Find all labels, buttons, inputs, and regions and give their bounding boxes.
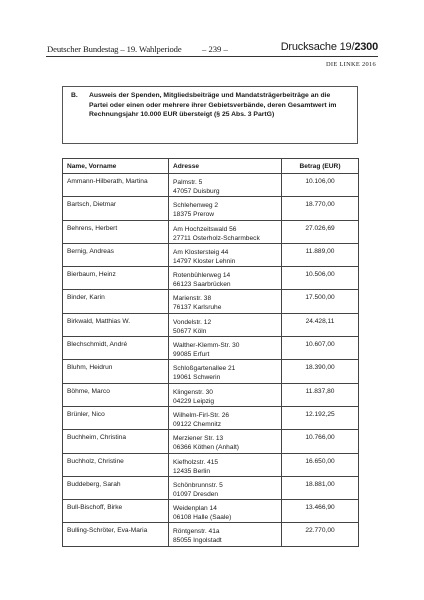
donor-name: Bull-Bischoff, Birke — [63, 500, 169, 523]
donation-amount: 10.607,00 — [282, 337, 359, 360]
donation-amount: 13.466,90 — [282, 500, 359, 523]
donor-address — [169, 243, 282, 266]
section-letter: B. — [71, 92, 78, 99]
column-header-amount: Betrag (EUR) — [282, 159, 359, 174]
address-city: 27711 Osterholz-Scharmbeck — [173, 234, 260, 242]
address-city: 50677 Köln — [173, 327, 207, 335]
table-row — [63, 430, 359, 453]
address-city: 12435 Berlin — [173, 467, 211, 475]
donor-table — [62, 158, 359, 547]
donor-address — [169, 267, 282, 290]
document-number — [281, 41, 378, 53]
donation-amount: 22.770,00 — [282, 523, 359, 546]
address-street: Wilhelm-Firl-Str. 26 — [173, 411, 230, 419]
section-heading-text: Ausweis der Spenden, Mitgliedsbeiträge und Mandatsträgerbeiträge an die Partei oder einen oder mehrere ihrer Gebietsverbände, deren Gesamtwert im Rechnungsjahr 10.000 EUR übersteigt (§ 25 Abs. 3 PartG) — [89, 92, 337, 119]
address-street: Walther-Klemm-Str. 30 — [173, 342, 240, 350]
table-row — [63, 500, 359, 523]
address-street: Palmstr. 5 — [173, 179, 203, 186]
donor-address — [169, 313, 282, 336]
document-number-prefix: Drucksache 19/ — [280, 41, 355, 53]
address-street: Am Klostersteig 44 — [173, 248, 229, 256]
donation-amount: 16.650,00 — [282, 453, 359, 476]
donor-name: Buchheim, Christina — [63, 430, 169, 453]
donation-amount: 11.889,00 — [282, 243, 359, 266]
section-heading-box — [62, 86, 358, 144]
header-divider — [46, 56, 378, 57]
donation-amount: 10.106,00 — [282, 174, 359, 197]
donor-address — [169, 523, 282, 546]
column-header-name: Name, Vorname — [63, 159, 169, 174]
donor-name: Binder, Karin — [63, 290, 169, 313]
donor-address — [169, 290, 282, 313]
address-street: Am Hochzeitswald 56 — [173, 225, 237, 233]
address-street: Schloßgartenallee 21 — [173, 365, 236, 373]
address-city: 19061 Schwerin — [173, 374, 221, 382]
donation-amount: 12.192,25 — [282, 406, 359, 429]
address-street: Schönbrunnstr. 5 — [173, 481, 223, 489]
donor-address — [169, 453, 282, 476]
table-row — [63, 523, 359, 546]
donor-name: Behrens, Herbert — [63, 220, 169, 243]
address-city: 04229 Leipzig — [173, 397, 215, 405]
donor-address — [169, 337, 282, 360]
donation-amount: 24.428,11 — [282, 313, 359, 336]
donor-name: Bernig, Andreas — [63, 243, 169, 266]
table-row — [63, 197, 359, 220]
donation-amount: 11.837,80 — [282, 383, 359, 406]
donor-address — [169, 360, 282, 383]
donor-name: Bluhm, Heidrun — [63, 360, 169, 383]
donation-amount: 10.506,00 — [282, 267, 359, 290]
donor-address — [169, 220, 282, 243]
table-header-row — [63, 159, 359, 174]
document-series: Deutscher Bundestag – 19. Wahlperiode — [47, 44, 182, 54]
address-street: Schlehenweg 2 — [173, 202, 219, 210]
address-street: Weidenplan 14 — [173, 505, 217, 513]
table-row — [63, 337, 359, 360]
table-row — [63, 243, 359, 266]
donor-name: Blechschmidt, André — [63, 337, 169, 360]
table-row — [63, 220, 359, 243]
address-city: 66123 Saarbrücken — [173, 281, 231, 289]
donor-address — [169, 197, 282, 220]
donor-name: Brünler, Nico — [63, 406, 169, 429]
address-street: Merziener Str. 13 — [173, 435, 224, 443]
donor-name: Böhme, Marco — [63, 383, 169, 406]
donation-amount: 18.881,00 — [282, 476, 359, 499]
address-street: Klingenstr. 30 — [173, 388, 213, 396]
donor-table-body — [63, 174, 359, 547]
donor-name: Ammann-Hilberath, Martina — [63, 174, 169, 197]
table-row — [63, 476, 359, 499]
table-row — [63, 383, 359, 406]
address-street: Rotenbühlerweg 14 — [173, 272, 231, 280]
address-city: 85055 Ingolstadt — [173, 537, 222, 545]
donor-name: Bierbaum, Heinz — [63, 267, 169, 290]
address-city: 06108 Halle (Saale) — [173, 514, 232, 522]
donor-address — [169, 430, 282, 453]
donation-amount: 18.390,00 — [282, 360, 359, 383]
document-number-value: 2300 — [354, 41, 378, 53]
address-city: 01097 Dresden — [173, 490, 219, 498]
donor-name: Bartsch, Dietmar — [63, 197, 169, 220]
donor-address — [169, 476, 282, 499]
donation-amount: 18.770,00 — [282, 197, 359, 220]
donor-name: Buddeberg, Sarah — [63, 476, 169, 499]
address-city: 47057 Duisburg — [173, 188, 220, 195]
party-year-label: DIE LINKE 2016 — [326, 61, 376, 68]
donation-amount: 10.766,00 — [282, 430, 359, 453]
donor-address — [169, 406, 282, 429]
table-row — [63, 290, 359, 313]
table-row — [63, 267, 359, 290]
column-header-address: Adresse — [169, 159, 282, 174]
table-row — [63, 360, 359, 383]
table-row — [63, 313, 359, 336]
donor-address — [169, 383, 282, 406]
donation-amount: 17.500,00 — [282, 290, 359, 313]
donor-address — [169, 174, 282, 197]
address-city: 18375 Prerow — [173, 211, 215, 219]
address-city: 14797 Kloster Lehnin — [173, 257, 236, 265]
table-row — [63, 406, 359, 429]
donor-address — [169, 500, 282, 523]
address-city: 09122 Chemnitz — [173, 420, 222, 428]
address-city: 06366 Köthen (Anhalt) — [173, 444, 239, 452]
page-number: – 239 – — [202, 44, 228, 54]
table-row — [63, 174, 359, 197]
table-row — [63, 453, 359, 476]
address-street: Marienstr. 38 — [173, 295, 212, 303]
donor-name: Bulling-Schröter, Eva-Maria — [63, 523, 169, 546]
address-street: Kiefholzstr. 415 — [173, 458, 219, 466]
donation-amount: 27.026,69 — [282, 220, 359, 243]
donor-name: Birkwald, Matthias W. — [63, 313, 169, 336]
address-street: Vondelstr. 12 — [173, 318, 212, 326]
address-city: 99085 Erfurt — [173, 351, 210, 359]
address-city: 76137 Karlsruhe — [173, 304, 222, 312]
address-street: Röntgenstr. 41a — [173, 528, 220, 536]
donor-name: Buchholz, Christine — [63, 453, 169, 476]
